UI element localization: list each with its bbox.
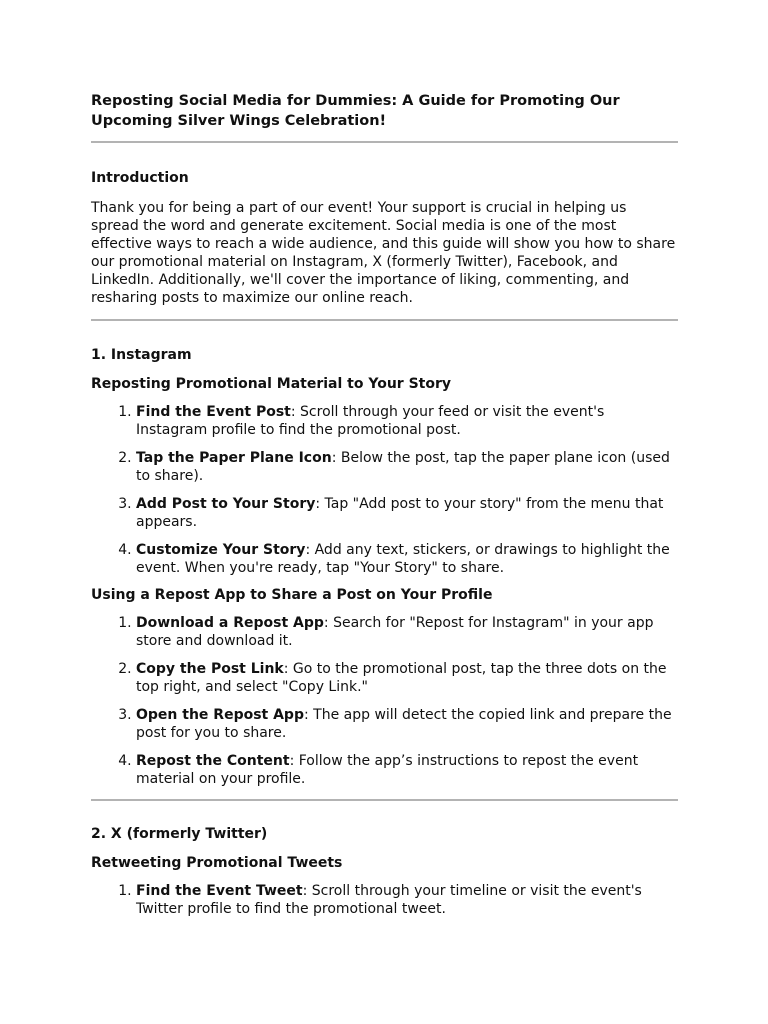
step-text: : The app will detect the copied link and prepare the post for you to share.: [136, 707, 672, 741]
instagram-repost-app-subheading: Using a Repost App to Share a Post on Your Profile: [91, 587, 493, 603]
step-name: Tap the Paper Plane Icon: [136, 450, 332, 466]
instagram-repost-app-steps: [91, 614, 678, 788]
step-text: : Tap "Add post to your story" from the menu that appears.: [136, 496, 664, 530]
list-item: [136, 495, 678, 531]
list-item: [136, 660, 678, 696]
divider: [91, 319, 678, 321]
list-item: [136, 403, 678, 439]
instagram-heading: 1. Instagram: [91, 347, 192, 363]
divider: [91, 799, 678, 801]
list-item: [136, 449, 678, 485]
list-item: [136, 882, 678, 918]
step-text: : Below the post, tap the paper plane icon (used to share).: [136, 450, 670, 484]
step-text: : Go to the promotional post, tap the three dots on the top right, and select "Copy Link.": [136, 661, 667, 695]
step-name: Download a Repost App: [136, 615, 324, 631]
step-name: Find the Event Tweet: [136, 883, 303, 899]
introduction-heading: Introduction: [91, 170, 189, 186]
document-title: Reposting Social Media for Dummies: A Guide for Promoting Our Upcoming Silver Wings Celebration!: [91, 93, 620, 129]
step-name: Open the Repost App: [136, 707, 304, 723]
twitter-retweet-subheading: Retweeting Promotional Tweets: [91, 855, 343, 871]
introduction-text: Thank you for being a part of our event! Your support is crucial in helping us spread the word and generate excitement. Social media is one of the most effective ways to reach a wide audience, and this guide will show you how to share our promotional material on Instagram, X (formerly Twitter), Facebook, and LinkedIn. Additionally, we'll cover the importance of liking, commenting, and resharing posts to maximize our online reach.: [91, 200, 676, 306]
list-item: [136, 614, 678, 650]
step-text: : Add any text, stickers, or drawings to highlight the event. When you're ready, tap "Your Story" to share.: [136, 542, 670, 576]
twitter-retweet-steps: [91, 882, 678, 918]
instagram-story-subheading: Reposting Promotional Material to Your Story: [91, 376, 452, 392]
step-name: Copy the Post Link: [136, 661, 284, 677]
step-name: Add Post to Your Story: [136, 496, 316, 512]
step-name: Customize Your Story: [136, 542, 306, 558]
step-text: : Search for "Repost for Instagram" in your app store and download it.: [136, 615, 654, 649]
step-text: : Follow the app’s instructions to repost the event material on your profile.: [136, 753, 639, 787]
divider: [91, 141, 678, 143]
list-item: [136, 706, 678, 742]
step-text: : Scroll through your feed or visit the event's Instagram profile to find the promotional post.: [136, 404, 605, 438]
step-name: Repost the Content: [136, 753, 290, 769]
instagram-story-steps: [91, 403, 678, 577]
list-item: [136, 541, 678, 577]
step-text: : Scroll through your timeline or visit the event's Twitter profile to find the promotional tweet.: [136, 883, 642, 917]
twitter-heading: 2. X (formerly Twitter): [91, 826, 268, 842]
list-item: [136, 752, 678, 788]
step-name: Find the Event Post: [136, 404, 291, 420]
